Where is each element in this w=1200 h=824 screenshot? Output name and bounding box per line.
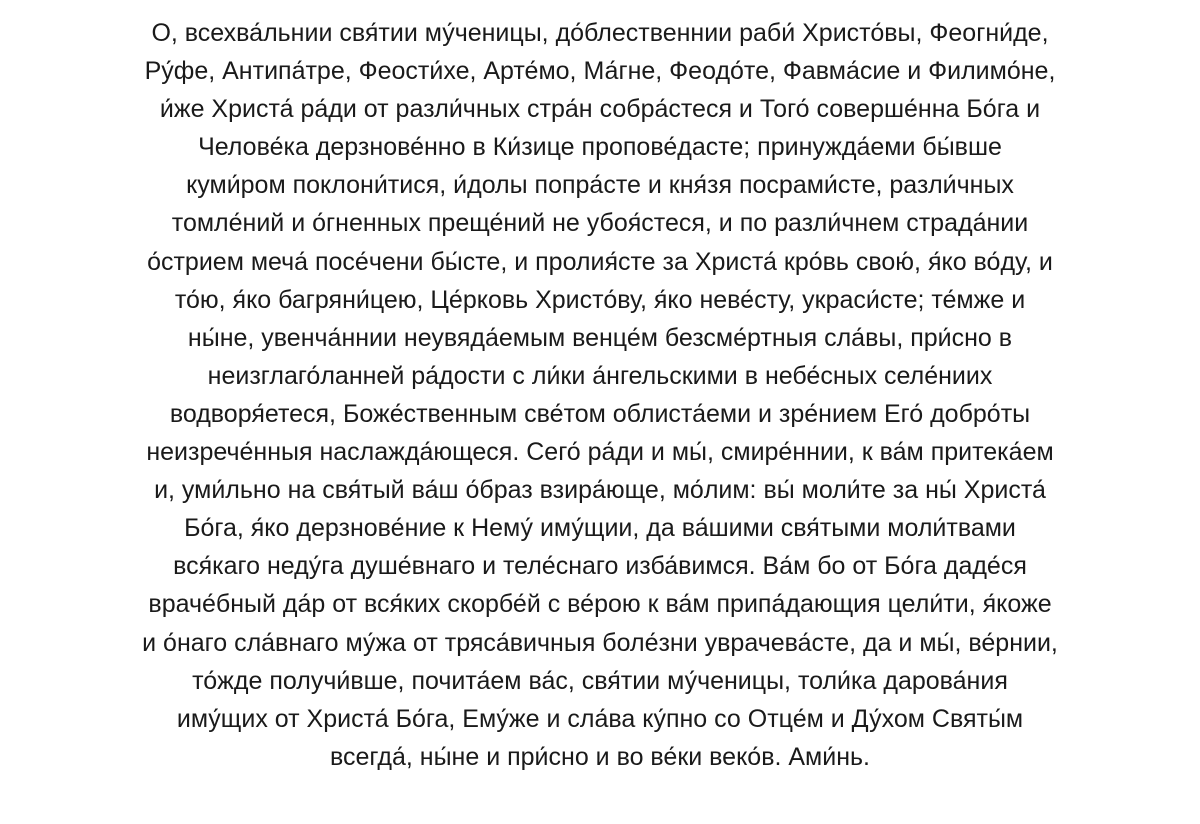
text-line-4: Челове́ка дерзнове́нно в Ки́зице пропове́дасте; принужда́еми бы́вше xyxy=(198,133,1002,162)
text-line-6: томле́ний и о́гненных преще́ний не убоя́стеся, и по разли́чнем страда́нии xyxy=(171,209,1029,238)
text-line-2: Ру́фе, Антипа́тре, Феости́хе, Арте́мо, Ма́гне, Феодо́те, Фавма́сие и Филимо́не, xyxy=(144,57,1056,86)
text-line-16: враче́бный да́р от вся́ких скорбе́й с ве́рою к ва́м припа́дающия цели́ти, я́коже xyxy=(148,590,1052,619)
text-line-20: всегда́, ны́не и при́сно и во ве́ки веко́в. Ами́нь. xyxy=(329,742,870,771)
text-line-1: О, всехва́льнии свя́тии му́ченицы, до́блественнии раби́ Христо́вы, Феогни́де, xyxy=(151,19,1049,47)
text-line-15: вся́каго неду́га душе́внаго и теле́снаго изба́вимся. Ва́м бо от Бо́га даде́ся xyxy=(173,552,1027,581)
text-line-12: неизрече́нныя наслажда́ющеся. Сего́ ра́ди и мы́, смире́ннии, к ва́м притека́ем xyxy=(146,438,1054,467)
text-line-11: водворя́етеся, Боже́ственным све́том облиста́еми и зре́нием Его́ добро́ты xyxy=(169,399,1031,428)
text-line-18: то́жде получи́вше, почита́ем ва́с, свя́тии му́ченицы, толи́ка дарова́ния xyxy=(192,666,1008,695)
text-line-5: куми́ром поклони́тися, и́долы попра́сте и кня́зя посрами́сте, разли́чных xyxy=(186,171,1014,200)
prayer-text xyxy=(0,14,1200,776)
text-line-3: и́же Христа́ ра́ди от разли́чных стра́н собра́стеся и Того́ соверше́нна Бо́га и xyxy=(159,95,1041,124)
text-line-10: неизглаго́ланней ра́дости с ли́ки а́нгельскими в небе́сных селе́ниих xyxy=(207,361,993,390)
text-line-19: иму́щих от Христа́ Бо́га, Ему́же и сла́ва ку́пно со Отце́м и Ду́хом Святы́м xyxy=(176,704,1024,733)
text-line-7: о́стрием меча́ посе́чени бы́сте, и пролия́сте за Христа́ кро́вь свою́, я́ко во́ду, и xyxy=(147,247,1053,276)
text-line-8: то́ю, я́ко багряни́цею, Це́рковь Христо́ву, я́ко неве́сту, украси́сте; те́мже и xyxy=(174,285,1026,314)
text-line-9: ны́не, увенча́ннии неувяда́емым венце́м безсме́ртныя сла́вы, при́сно в xyxy=(187,323,1013,352)
text-line-14: Бо́га, я́ко дерзнове́ние к Нему́ иму́щии, да ва́шими свя́тыми моли́твами xyxy=(184,514,1016,543)
text-line-13: и, уми́льно на свя́тый ва́ш о́браз взира́юще, мо́лим: вы́ моли́те за ны́ Христа́ xyxy=(154,476,1046,505)
text-line-17: и о́наго сла́внаго му́жа от тряса́вичныя боле́зни уврачева́сте, да и мы́, ве́рнии, xyxy=(142,628,1058,657)
